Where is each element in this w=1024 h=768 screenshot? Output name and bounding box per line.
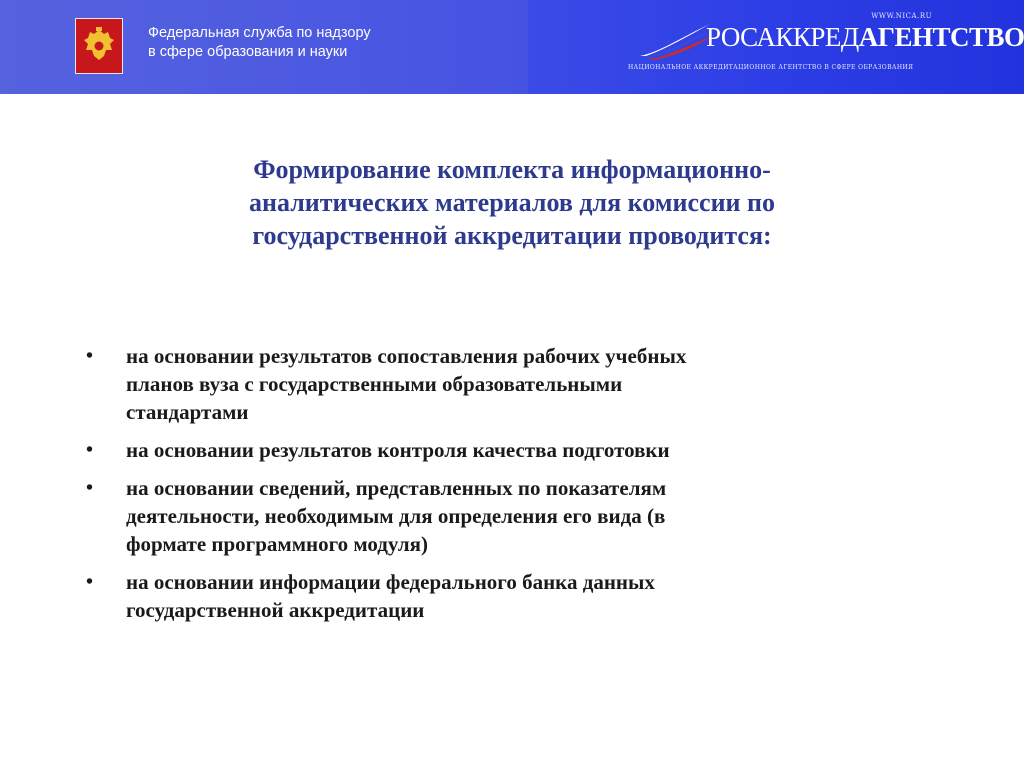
bullet-icon: • <box>86 571 94 593</box>
bullet-item <box>84 342 924 426</box>
bullet-icon: • <box>86 345 94 367</box>
brand-name-part: РОСАККРЕД <box>706 22 859 52</box>
header-banner <box>0 0 1024 94</box>
slide-title <box>160 153 864 252</box>
bullet-item <box>84 474 924 558</box>
brand-name <box>706 22 1024 53</box>
bullet-item <box>84 436 924 464</box>
bullet-icon: • <box>86 439 94 461</box>
bullet-line: стандартами <box>126 400 249 424</box>
bullet-line: на основании информации федерального банка данных <box>126 570 655 594</box>
swoosh-logo-icon <box>640 22 712 60</box>
slide-title-line: Формирование комплекта информационно- <box>253 155 771 184</box>
bullet-line: планов вуза с государственными образовательными <box>126 372 623 396</box>
coat-of-arms-icon <box>75 18 123 74</box>
agency-name <box>148 24 448 62</box>
bullet-line: на основании результатов сопоставления рабочих учебных <box>126 344 687 368</box>
bullet-item <box>84 568 924 624</box>
bullet-line: государственной аккредитации <box>126 598 425 622</box>
bullet-line: деятельности, необходимым для определения его вида (в <box>126 504 666 528</box>
bullet-list <box>84 342 924 634</box>
bullet-line: на основании результатов контроля качества подготовки <box>126 438 670 462</box>
agency-name-line: Федеральная служба по надзору <box>148 25 371 41</box>
brand-name-part: АГЕНТСТВО <box>858 22 1024 52</box>
agency-name-line: в сфере образования и науки <box>148 44 348 60</box>
slide-title-line: аналитических материалов для комиссии по <box>248 188 776 217</box>
agency-panel <box>0 0 528 94</box>
bullet-line: на основании сведений, представленных по показателям <box>126 476 667 500</box>
brand-tagline: НАЦИОНАЛЬНОЕ АККРЕДИТАЦИОННОЕ АГЕНТСТВО В СФЕРЕ ОБРАЗОВАНИЯ <box>628 64 914 71</box>
bullet-line: формате программного модуля) <box>126 532 429 556</box>
site-url: WWW.NICA.RU <box>871 12 932 20</box>
slide-title-line: государственной аккредитации проводится: <box>252 221 772 250</box>
bullet-icon: • <box>86 477 94 499</box>
